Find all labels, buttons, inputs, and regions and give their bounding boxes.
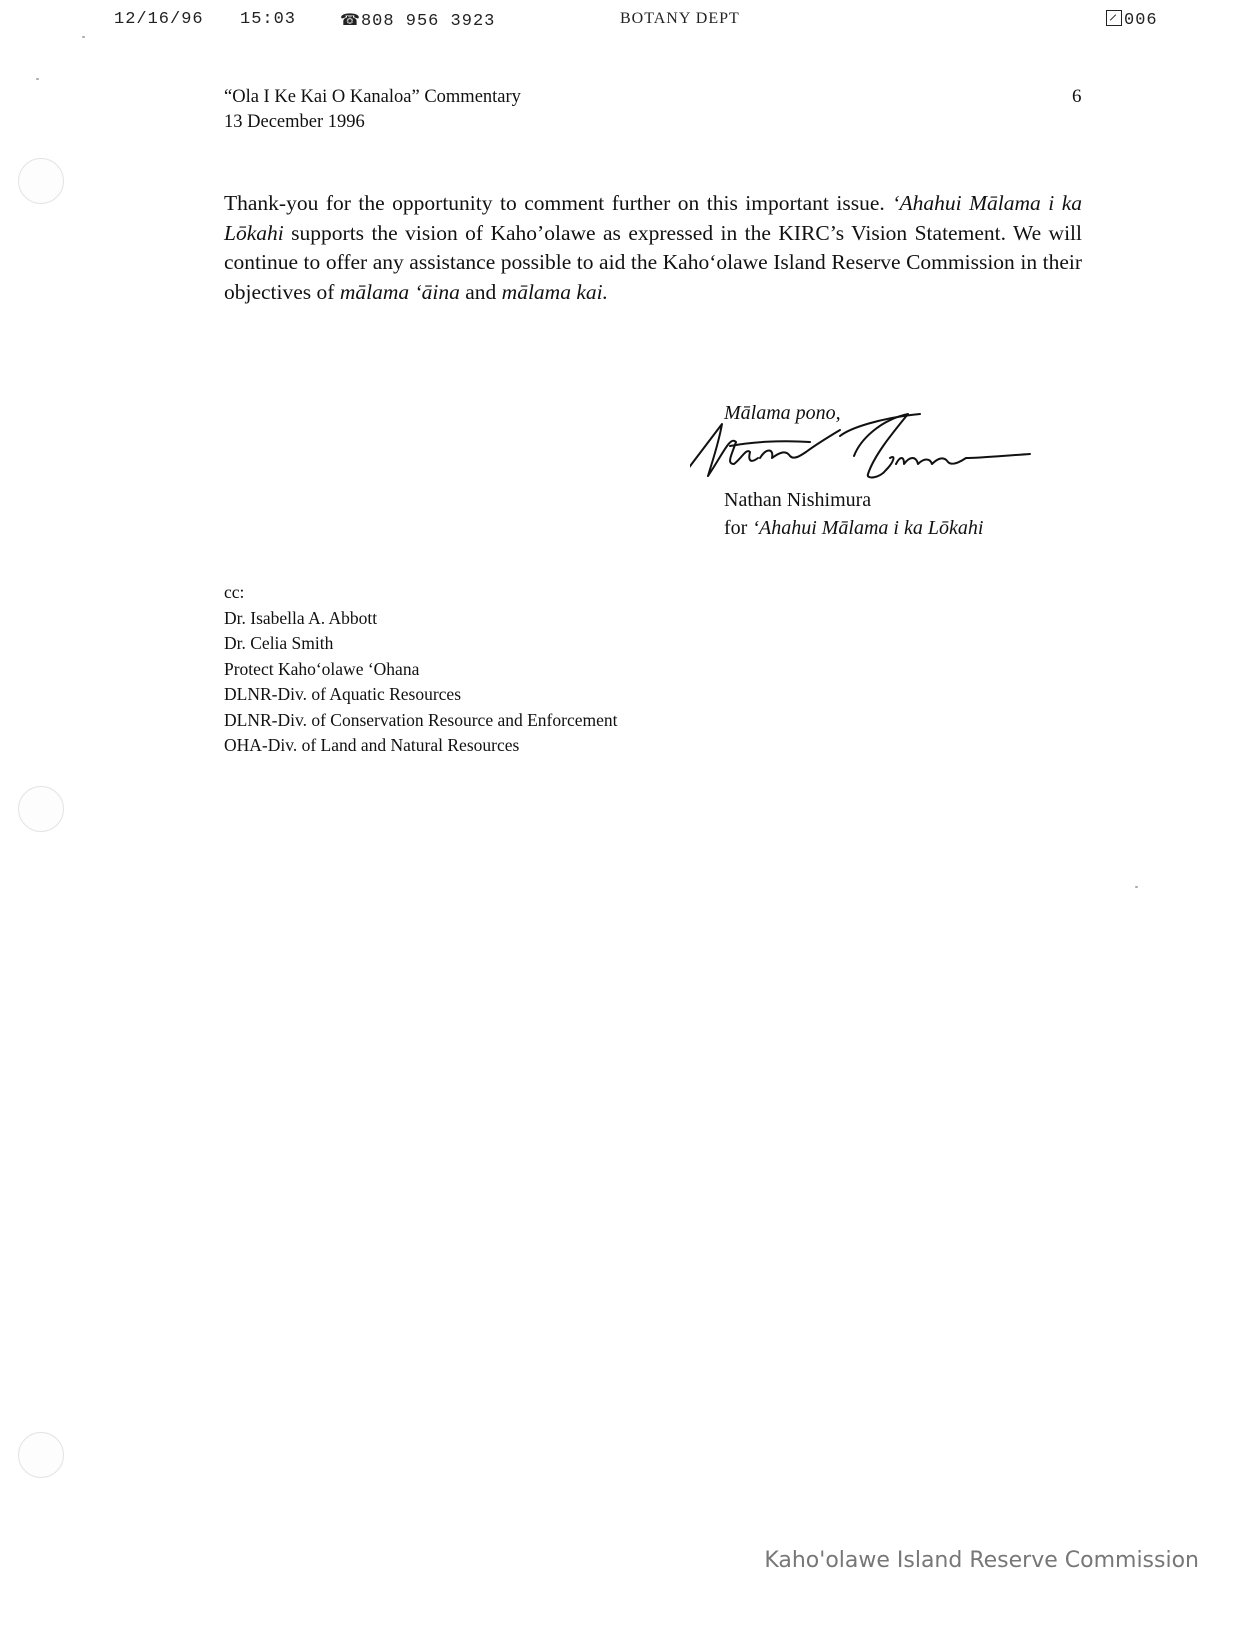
archive-credit: Kaho'olawe Island Reserve Commission (764, 1548, 1199, 1573)
binder-hole-middle (18, 786, 64, 832)
hawaiian-term-italic: mālama ‘āina (339, 279, 460, 304)
cc-recipient: Dr. Celia Smith (224, 633, 334, 653)
cc-recipient: DLNR-Div. of Aquatic Resources (224, 684, 462, 704)
page-number: 6 (1072, 86, 1082, 107)
document-date: 13 December 1996 (224, 112, 365, 132)
binder-hole-bottom (18, 1432, 64, 1478)
organization-name-italic: ‘Ahahui Mālama i ka Lōkahi (224, 191, 1082, 245)
body-text-segment: and (459, 279, 502, 304)
fax-phone-number: 808 956 3923 (360, 12, 496, 31)
fax-page-indicator (1106, 10, 1158, 30)
body-paragraph (224, 189, 1082, 307)
fax-department: BOTANY DEPT (620, 10, 740, 27)
scan-speck (36, 78, 39, 80)
cc-recipient: Protect Kaho‘olawe ‘Ohana (224, 658, 420, 679)
body-text-segment: Thank-you for the opportunity to comment further on this important issue. (224, 191, 893, 215)
fax-phone (340, 10, 495, 31)
fax-time: 15:03 (240, 10, 297, 29)
fax-date: 12/16/96 (114, 10, 204, 29)
scan-speck (82, 36, 85, 38)
fax-page-count: 006 (1124, 11, 1158, 30)
cc-recipient: Dr. Isabella A. Abbott (224, 607, 378, 628)
signer-organization (724, 517, 983, 540)
signer-name: Nathan Nishimura (724, 489, 872, 511)
cc-list (224, 580, 617, 759)
telephone-icon: ☎ (340, 10, 361, 29)
body-text-segment: supports the vision of Kaho’olawe as expressed in the KIRC’s Vision Statement. We will continue to offer any assistance possible to aid the Kaho‘olawe Island Reserve Commission in their objectives of (224, 220, 1082, 304)
closing-salutation: Mālama pono, (724, 402, 841, 424)
document-title: “Ola I Ke Kai O Kanaloa” Commentary (224, 87, 521, 107)
scan-speck (1135, 886, 1138, 888)
signer-organization-name: ‘Ahahui Mālama i ka Lōkahi (752, 517, 984, 539)
signer-for-prefix: for (724, 517, 753, 539)
hawaiian-term-italic: mālama kai. (501, 279, 608, 304)
cc-recipient: DLNR-Div. of Conservation Resource and Enforcement (224, 709, 618, 730)
binder-hole-top (18, 158, 64, 204)
cc-label: cc: (224, 582, 245, 602)
fax-page-icon (1106, 10, 1122, 26)
cc-recipient: OHA-Div. of Land and Natural Resources (224, 735, 520, 755)
